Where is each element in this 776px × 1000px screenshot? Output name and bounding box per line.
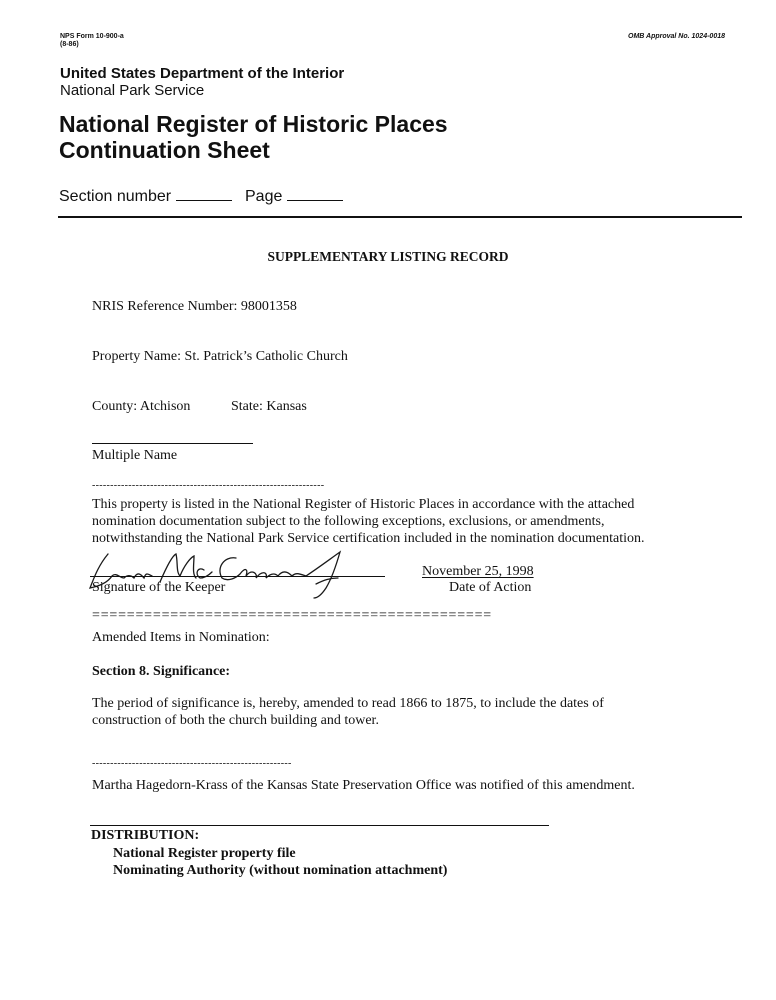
department-name: United States Department of the Interior [60,65,345,82]
form-title: National Register of Historic Places [59,111,448,137]
signature-rule [90,576,385,577]
statement-line-3: notwithstanding the National Park Service certification included in the nomination documentation. [92,531,645,546]
form-date: (8-86) [60,41,79,48]
significance-line-1: The period of significance is, hereby, amended to read 1866 to 1875, to include the dates of [92,696,604,711]
section-8-heading: Section 8. Significance: [92,664,231,679]
page-field [245,188,343,206]
statement-line-2: nomination documentation subject to the following exceptions, exclusions, or amendments, [92,514,605,529]
form-number: NPS Form 10-900-a [60,33,124,40]
section-number-blank [176,200,232,201]
record-heading: SUPPLEMENTARY LISTING RECORD [267,249,509,264]
dashed-separator: ---------------------------------------------------------------- [92,480,325,491]
amended-items-label: Amended Items in Nomination: [92,630,270,645]
distribution-item: Nominating Authority (without nomination attachment) [113,863,448,878]
section-number-field [59,188,232,206]
form-subtitle: Continuation Sheet [59,137,270,163]
state: State: Kansas [231,399,307,414]
multiple-name: Multiple Name [92,448,178,463]
action-date: November 25, 1998 [422,564,534,579]
section-number-label: Section number [59,188,172,205]
nris-reference: NRIS Reference Number: 98001358 [92,299,297,314]
distribution-heading: DISTRIBUTION: [91,828,200,843]
page-label: Page [245,188,283,205]
property-name: Property Name: St. Patrick’s Catholic Church [92,349,348,364]
distribution-item: National Register property file [113,846,296,861]
notification-text: Martha Hagedorn-Krass of the Kansas State Preservation Office was notified of this amendment. [92,778,635,793]
statement-line-1: This property is listed in the National Register of Historic Places in accordance with the attached [92,497,635,512]
omb-approval: OMB Approval No. 1024-0018 [628,33,725,40]
notice-dashes: ------------------------------------------------------- [92,758,292,769]
signature-label: Signature of the Keeper [92,580,226,595]
header-rule [58,216,742,218]
multiple-name-rule [92,443,253,444]
agency-name: National Park Service [60,82,205,99]
significance-line-2: construction of both the church building and tower. [92,713,379,728]
page-blank [287,200,343,201]
county: County: Atchison [92,399,191,414]
distribution-rule [90,825,549,826]
action-date-label: Date of Action [449,580,532,595]
double-rule: ============================================== [92,608,492,623]
